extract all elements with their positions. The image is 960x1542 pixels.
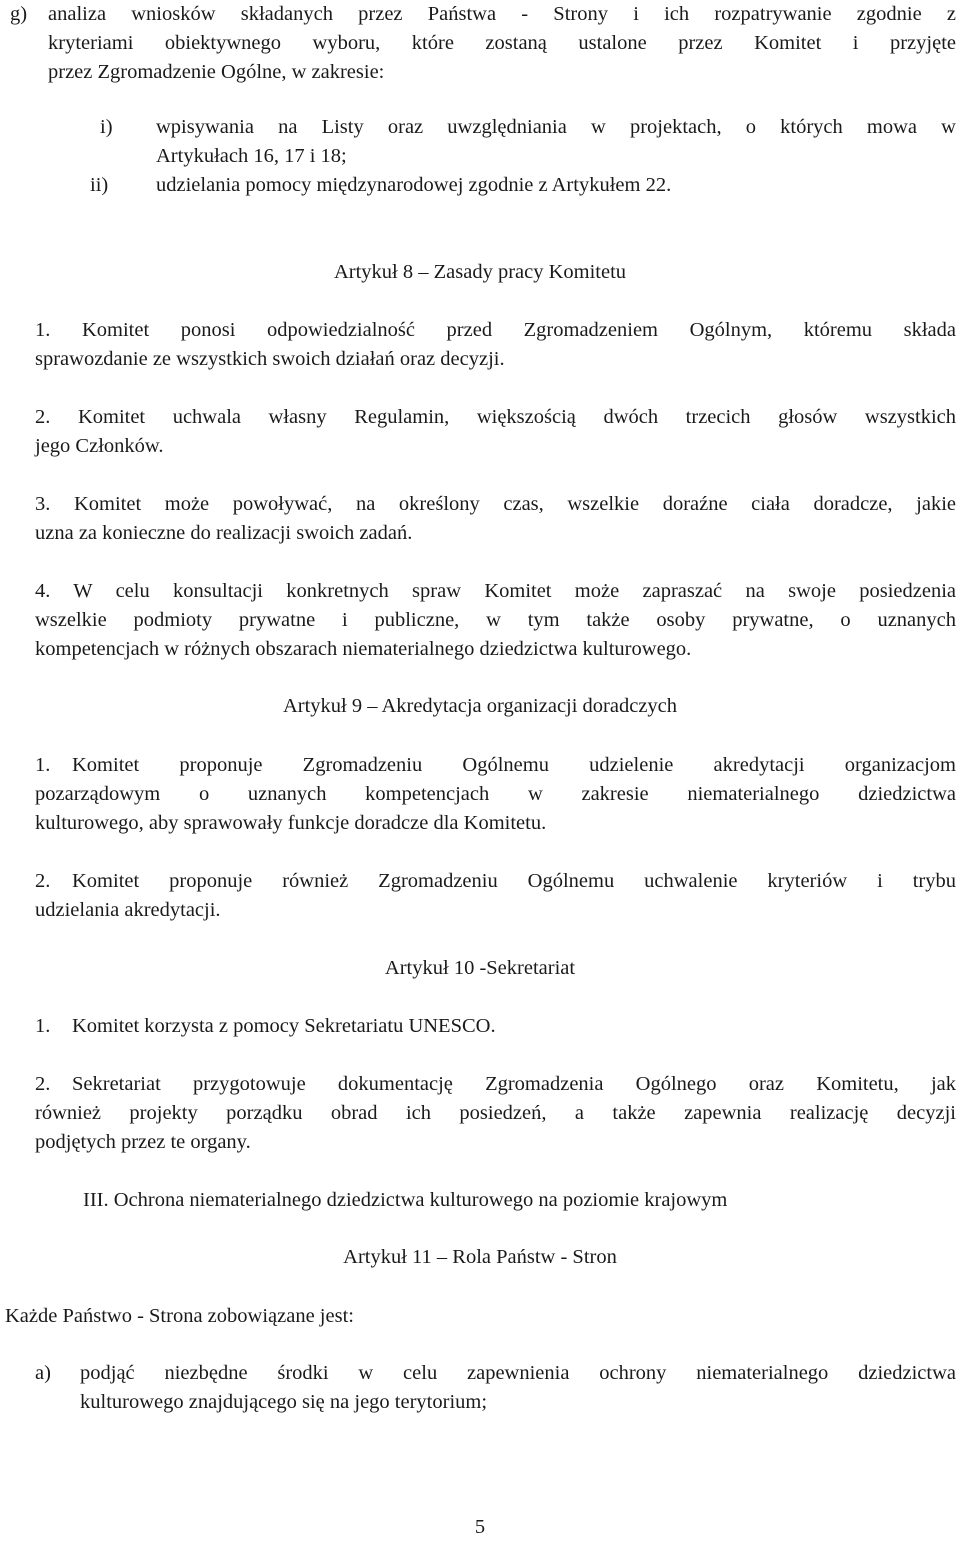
text-line: kompetencjach w różnych obszarach niematerialnego dziedzictwa kulturowego.	[35, 638, 692, 660]
item-label: 1.	[35, 1015, 51, 1037]
text-line: 1. Komitet ponosi odpowiedzialność przed Zgromadzeniem Ogólnym, któremu składa	[35, 319, 956, 341]
article-10-heading: Artykuł 10 -Sekretariat	[384, 957, 576, 979]
text-line: sprawozdanie ze wszystkich swoich działań oraz decyzji.	[35, 348, 505, 370]
text-line: wpisywania na Listy oraz uwzględniania w projektach, o których mowa w	[156, 116, 956, 138]
art8-paragraph-3	[35, 490, 956, 548]
art10-paragraph-2	[35, 1070, 956, 1099]
text-line: Artykułach 16, 17 i 18;	[156, 145, 347, 167]
art9-paragraph-1	[35, 751, 956, 780]
text-line: wszelkie podmioty prywatne i publiczne, w tym także osoby prywatne, o uznanych	[35, 609, 956, 631]
text-line: analiza wniosków składanych przez Państwa - Strony i ich rozpatrywanie zgodnie z	[48, 3, 956, 25]
item-label: a)	[35, 1362, 51, 1384]
art9-paragraph-2-cont	[35, 896, 956, 925]
item-label: ii)	[90, 174, 109, 196]
text-line: Komitet proponuje Zgromadzeniu Ogólnemu udzielenie akredytacji organizacjom	[72, 754, 956, 776]
text-line: Komitet proponuje również Zgromadzeniu Ogólnemu uchwalenie kryteriów i trybu	[72, 870, 956, 892]
page-number: 5	[474, 1516, 486, 1538]
item-label: 2.	[35, 1073, 51, 1095]
list-subitem-i	[100, 113, 956, 171]
text-line: kulturowego znajdującego się na jego terytorium;	[80, 1391, 488, 1413]
item-label: g)	[10, 3, 28, 25]
article-11-heading: Artykuł 11 – Rola Państw - Stron	[343, 1246, 617, 1268]
item-label: 1.	[35, 754, 51, 776]
item-text	[72, 867, 956, 896]
art10-paragraph-1	[35, 1012, 956, 1041]
item-label: i)	[100, 116, 113, 138]
text-line: 2. Komitet uchwala własny Regulamin, większością dwóch trzecich głosów wszystkich	[35, 406, 956, 428]
article-8-heading: Artykuł 8 – Zasady pracy Komitetu	[333, 261, 627, 283]
art8-paragraph-2	[35, 403, 956, 461]
item-text	[35, 751, 956, 780]
text-line: podjętych przez te organy.	[35, 1131, 251, 1153]
text-line: kryteriami obiektywnego wyboru, które zostaną ustalone przez Komitet i przyjęte	[48, 32, 956, 54]
item-text	[156, 113, 956, 171]
item-text: Komitet korzysta z pomocy Sekretariatu UNESCO.	[72, 1015, 496, 1037]
art9-paragraph-2	[35, 867, 956, 896]
text-line: 3. Komitet może powoływać, na określony czas, wszelkie doraźne ciała doradcze, jakie	[35, 493, 956, 515]
article-9-heading: Artykuł 9 – Akredytacja organizacji doradczych	[282, 695, 678, 717]
art11-intro: Każde Państwo - Strona zobowiązane jest:	[5, 1305, 354, 1327]
list-subitem-ii	[90, 171, 956, 200]
item-text	[72, 1070, 956, 1099]
text-line: udzielania akredytacji.	[35, 899, 221, 921]
text-line: uzna za konieczne do realizacji swoich zadań.	[35, 522, 413, 544]
item-text	[48, 0, 956, 87]
list-item-g	[10, 0, 956, 87]
item-label: 2.	[35, 870, 51, 892]
text-line: przez Zgromadzenie Ogólne, w zakresie:	[48, 61, 385, 83]
text-line: Sekretariat przygotowuje dokumentację Zgromadzenia Ogólnego oraz Komitetu, jak	[72, 1073, 956, 1095]
text-line: 4. W celu konsultacji konkretnych spraw Komitet może zapraszać na swoje posiedzenia	[35, 580, 956, 602]
item-text: udzielania pomocy międzynarodowej zgodnie z Artykułem 22.	[156, 174, 672, 196]
art9-paragraph-1-cont	[35, 780, 956, 838]
art10-paragraph-2-cont	[35, 1099, 956, 1157]
text-line: podjąć niezbędne środki w celu zapewnienia ochrony niematerialnego dziedzictwa	[80, 1362, 956, 1384]
text-line: jego Członków.	[35, 435, 164, 457]
art8-paragraph-4	[35, 577, 956, 664]
section-3-heading: III. Ochrona niematerialnego dziedzictwa kulturowego na poziomie krajowym	[83, 1189, 728, 1211]
art11-item-a	[35, 1359, 956, 1417]
item-text	[80, 1359, 956, 1417]
text-line: pozarządowym o uznanych kompetencjach w zakresie niematerialnego dziedzictwa	[35, 783, 956, 805]
text-line: również projekty porządku obrad ich posiedzeń, a także zapewnia realizację decyzji	[35, 1102, 956, 1124]
art8-paragraph-1	[35, 316, 956, 374]
text-line: kulturowego, aby sprawowały funkcje doradcze dla Komitetu.	[35, 812, 547, 834]
